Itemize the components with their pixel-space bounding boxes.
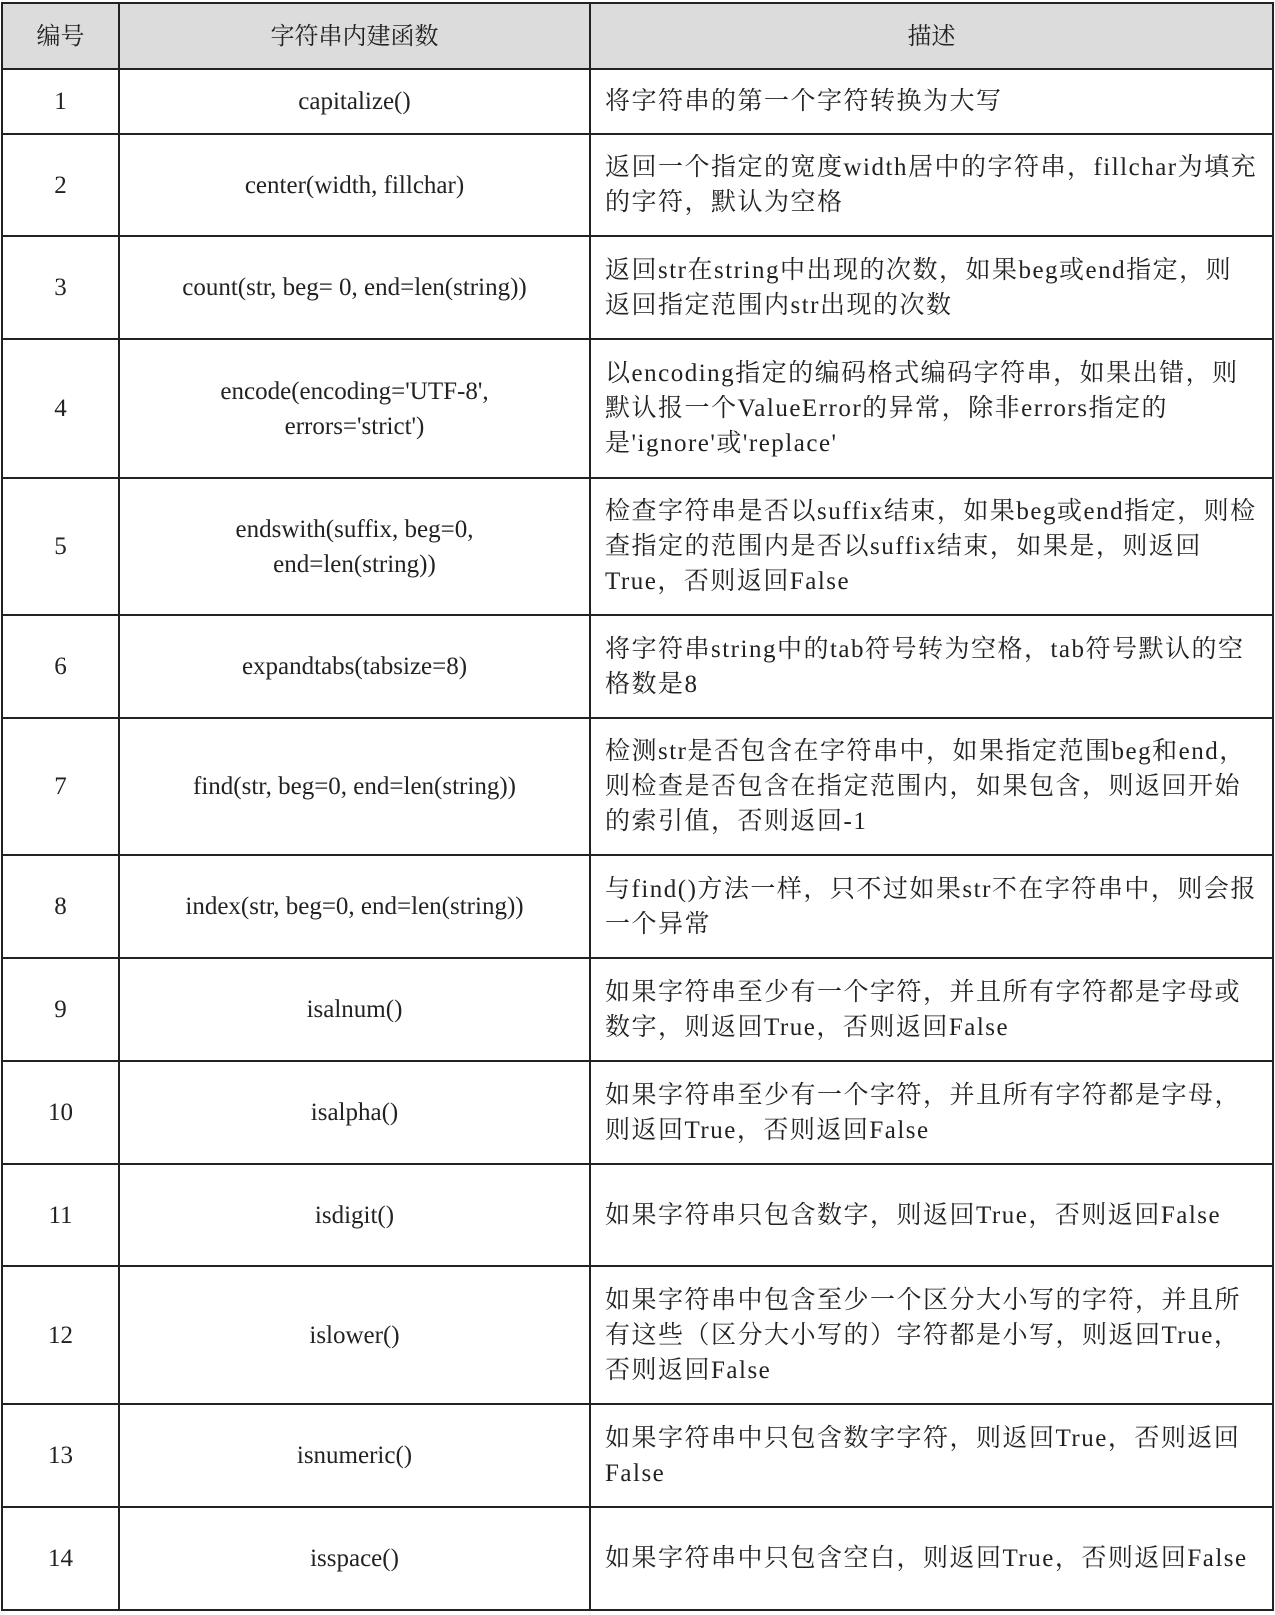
row-number: 6 [2,615,119,718]
row-number: 1 [2,69,119,134]
header-number: 编号 [2,3,119,69]
table-row [2,1266,1273,1404]
row-number: 13 [2,1404,119,1507]
description: 如果字符串中只包含数字字符，则返回True，否则返回False [590,1404,1273,1507]
description: 如果字符串至少有一个字符，并且所有字符都是字母，则返回True，否则返回False [590,1061,1273,1164]
function-name: endswith(suffix, beg=0, end=len(string)) [119,478,590,615]
function-name: encode(encoding='UTF-8', errors='strict') [119,339,590,478]
header-row [2,3,1273,69]
table-row [2,855,1273,958]
table-row [2,1404,1273,1507]
description: 检查字符串是否以suffix结束，如果beg或end指定，则检查指定的范围内是否以suffix结束，如果是，则返回True，否则返回False [590,478,1273,615]
table-row [2,478,1273,615]
function-name: islower() [119,1266,590,1404]
description: 检测str是否包含在字符串中，如果指定范围beg和end，则检查是否包含在指定范围内，如果包含，则返回开始的索引值，否则返回-1 [590,718,1273,855]
description: 返回str在string中出现的次数，如果beg或end指定，则返回指定范围内str出现的次数 [590,236,1273,339]
row-number: 4 [2,339,119,478]
row-number: 3 [2,236,119,339]
function-name: count(str, beg= 0, end=len(string)) [119,236,590,339]
row-number: 11 [2,1164,119,1266]
description: 返回一个指定的宽度width居中的字符串，fillchar为填充的字符，默认为空格 [590,134,1273,236]
description: 与find()方法一样，只不过如果str不在字符串中，则会报一个异常 [590,855,1273,958]
table-row [2,958,1273,1061]
function-name: find(str, beg=0, end=len(string)) [119,718,590,855]
function-name: expandtabs(tabsize=8) [119,615,590,718]
function-name: isdigit() [119,1164,590,1266]
row-number: 2 [2,134,119,236]
description: 将字符串的第一个字符转换为大写 [590,69,1273,134]
table-row [2,134,1273,236]
table-row [2,718,1273,855]
table-row [2,1164,1273,1266]
description: 如果字符串中包含至少一个区分大小写的字符，并且所有这些（区分大小写的）字符都是小写，则返回True，否则返回False [590,1266,1273,1404]
table-row [2,1061,1273,1164]
description: 将字符串string中的tab符号转为空格，tab符号默认的空格数是8 [590,615,1273,718]
description: 如果字符串中只包含空白，则返回True，否则返回False [590,1507,1273,1610]
row-number: 9 [2,958,119,1061]
table-row [2,236,1273,339]
header-function: 字符串内建函数 [119,3,590,69]
description: 如果字符串至少有一个字符，并且所有字符都是字母或数字，则返回True，否则返回False [590,958,1273,1061]
row-number: 5 [2,478,119,615]
header-description: 描述 [590,3,1273,69]
row-number: 14 [2,1507,119,1610]
function-name: capitalize() [119,69,590,134]
row-number: 10 [2,1061,119,1164]
row-number: 12 [2,1266,119,1404]
function-name: isnumeric() [119,1404,590,1507]
row-number: 7 [2,718,119,855]
table-row [2,615,1273,718]
table-row [2,339,1273,478]
function-name: isalnum() [119,958,590,1061]
function-name: isspace() [119,1507,590,1610]
table-row [2,1507,1273,1610]
function-name: index(str, beg=0, end=len(string)) [119,855,590,958]
row-number: 8 [2,855,119,958]
function-name: isalpha() [119,1061,590,1164]
table-row [2,69,1273,134]
description: 以encoding指定的编码格式编码字符串，如果出错，则默认报一个ValueError的异常，除非errors指定的是'ignore'或'replace' [590,339,1273,478]
description: 如果字符串只包含数字，则返回True，否则返回False [590,1164,1273,1266]
function-name: center(width, fillchar) [119,134,590,236]
string-functions-table [1,2,1274,1611]
